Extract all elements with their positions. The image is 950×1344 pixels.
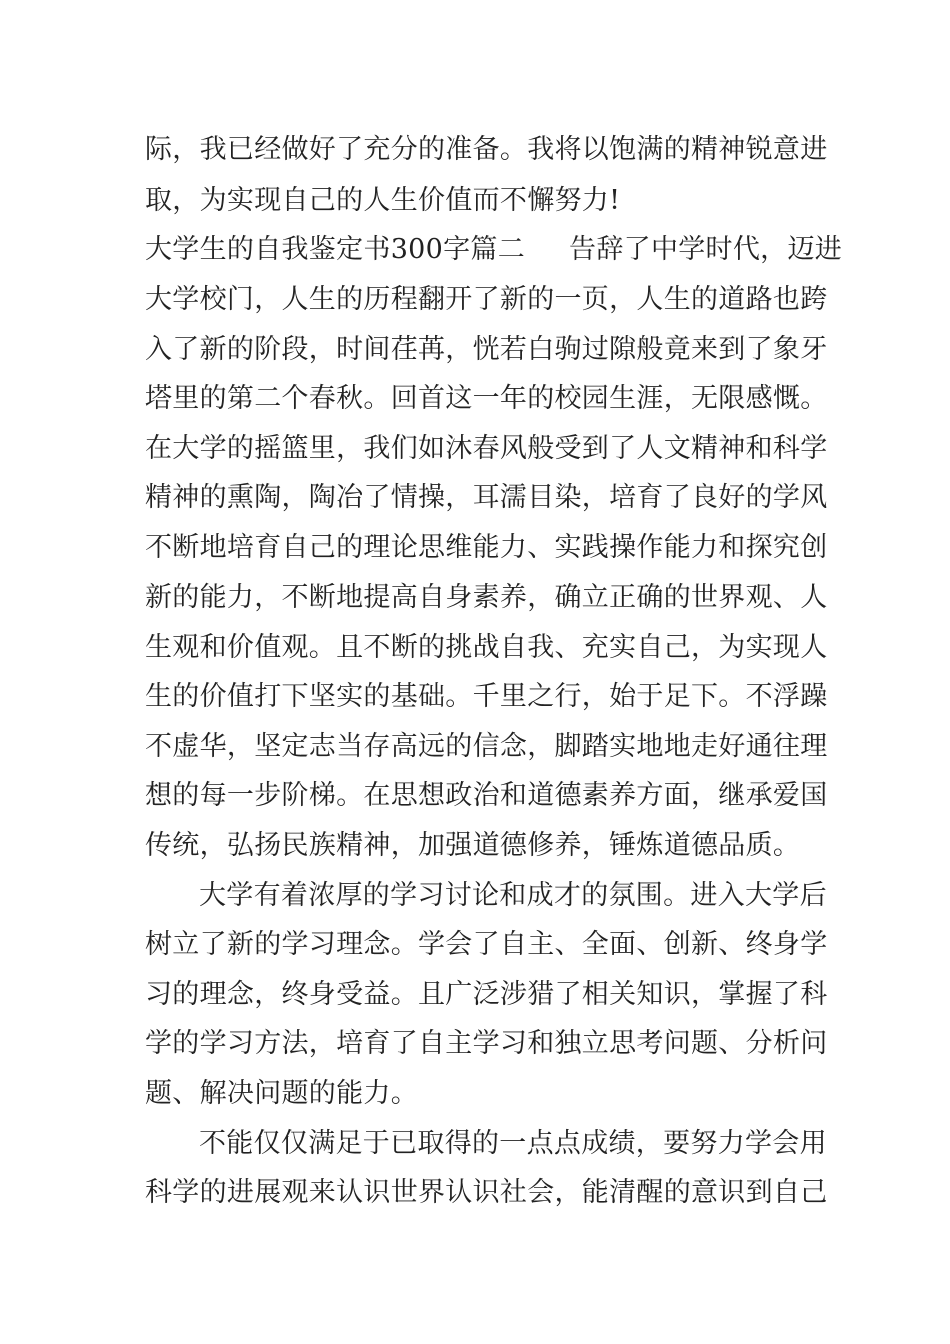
- text-line: 大学校门，人生的历程翻开了新的一页，人生的道路也跨: [145, 284, 828, 315]
- text-line: 新的能力，不断地提高自身素养，确立正确的世界观、人: [145, 582, 828, 613]
- text-line: 告辞了中学时代，迈进: [569, 234, 843, 265]
- text-line: 不断地培育自己的理论思维能力、实践操作能力和探究创: [145, 532, 828, 563]
- text-line: 塔里的第二个春秋。回首这一年的校园生涯，无限感慨。: [145, 383, 828, 414]
- text-line: 生的价值打下坚实的基础。千里之行，始于足下。不浮躁: [145, 681, 828, 712]
- text-line: 取，为实现自己的人生价值而不懈努力!: [145, 185, 621, 216]
- text-line: 想的每一步阶梯。在思想政治和道德素养方面，继承爱国: [145, 780, 828, 811]
- text-line: 树立了新的学习理念。学会了自主、全面、创新、终身学: [145, 929, 828, 960]
- text-line: 习的理念，终身受益。且广泛涉猎了相关知识，掌握了科: [145, 979, 828, 1010]
- text-line: 题、解决问题的能力。: [145, 1078, 418, 1109]
- section-heading-line: [145, 230, 842, 270]
- text-line: 不虚华，坚定志当存高远的信念，脚踏实地地走好通往理: [145, 731, 828, 762]
- text-line: 大学有着浓厚的学习讨论和成才的氛围。进入大学后: [199, 880, 827, 911]
- text-line: 入了新的阶段，时间荏苒，恍若白驹过隙般竟来到了象牙: [145, 334, 828, 365]
- text-line: 不能仅仅满足于已取得的一点点成绩，要努力学会用: [199, 1128, 827, 1159]
- text-line: 学的学习方法，培育了自主学习和独立思考问题、分析问: [145, 1028, 828, 1059]
- text-line: 生观和价值观。且不断的挑战自我、充实自己，为实现人: [145, 632, 828, 663]
- text-line: 科学的进展观来认识世界认识社会，能清醒的意识到自己: [145, 1177, 828, 1208]
- text-line: 在大学的摇篮里，我们如沐春风般受到了人文精神和科学: [145, 433, 828, 464]
- text-line: 际，我已经做好了充分的准备。我将以饱满的精神锐意进: [145, 134, 828, 165]
- text-line: 传统，弘扬民族精神，加强道德修养，锤炼道德品质。: [145, 830, 801, 861]
- section-heading: 大学生的自我鉴定书300字篇二: [145, 234, 526, 265]
- text-line: 精神的熏陶，陶冶了情操，耳濡目染，培育了良好的学风: [145, 482, 828, 513]
